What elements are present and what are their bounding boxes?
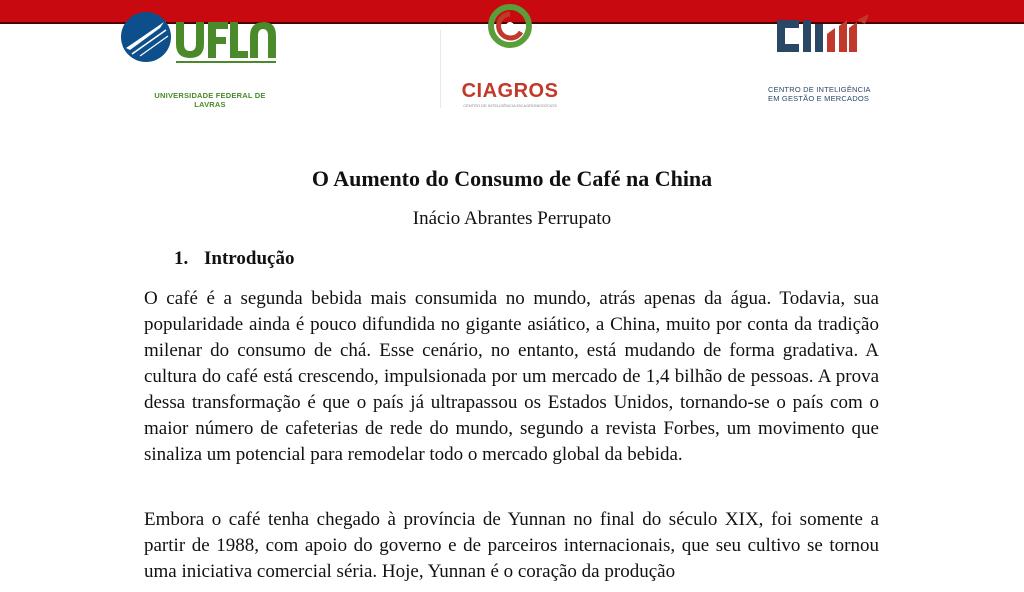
- ciagros-logo: [455, 4, 565, 84]
- logo-divider: [440, 30, 441, 108]
- section-number: 1.: [174, 248, 189, 269]
- cim-subtitle-line2: EM GESTÃO E MERCADOS: [768, 93, 870, 103]
- ciagros-name: CIAGROS: [461, 80, 559, 102]
- document-author: Inácio Abrantes Perrupato: [412, 208, 612, 229]
- cim-logo: [765, 14, 877, 74]
- ufla-logo: [120, 10, 280, 82]
- ciagros-subtitle: CENTRO DE INTELIGÊNCIA EM AGRONEGÓCIOS: [463, 103, 557, 108]
- document-title: O Aumento do Consumo de Café na China: [311, 166, 713, 191]
- paragraph: Embora o café tenha chegado à província de Yunnan no final do século XIX, foi somente a partir de 1988, com apoio do governo e de parceiros internacionais, que seu cultivo se tornou uma iniciativa comercial séria. Hoje, Yunnan é o coração da produção: [144, 509, 879, 582]
- cim-subtitle-line1: CENTRO DE INTELIGÊNCIA: [768, 85, 871, 94]
- paragraph: O café é a segunda bebida mais consumida no mundo, atrás apenas da água. Todavia, sua popularidade ainda é pouco difundida no gigante asiático, a China, muito por conta da tradição milenar do consumo de chá. Esse cenário, no entanto, está mudando de forma gradativa. A cultura do café está crescendo, impulsionada por um mercado de 1,4 bilhão de pessoas. A prova dessa transformação é que o país já ultrapassou os Estados Unidos, tornando-se o país com o maior número de cafeterias de rede do mundo, segundo a revista Forbes, um movimento que sinaliza um potencial para remodelar todo o mercado global da bebida.: [144, 288, 879, 465]
- section-heading: [174, 248, 294, 270]
- ufla-subtitle: UNIVERSIDADE FEDERAL DE LAVRAS: [154, 91, 266, 109]
- cim-subtitle: [768, 86, 878, 103]
- section-title: Introdução: [204, 248, 295, 269]
